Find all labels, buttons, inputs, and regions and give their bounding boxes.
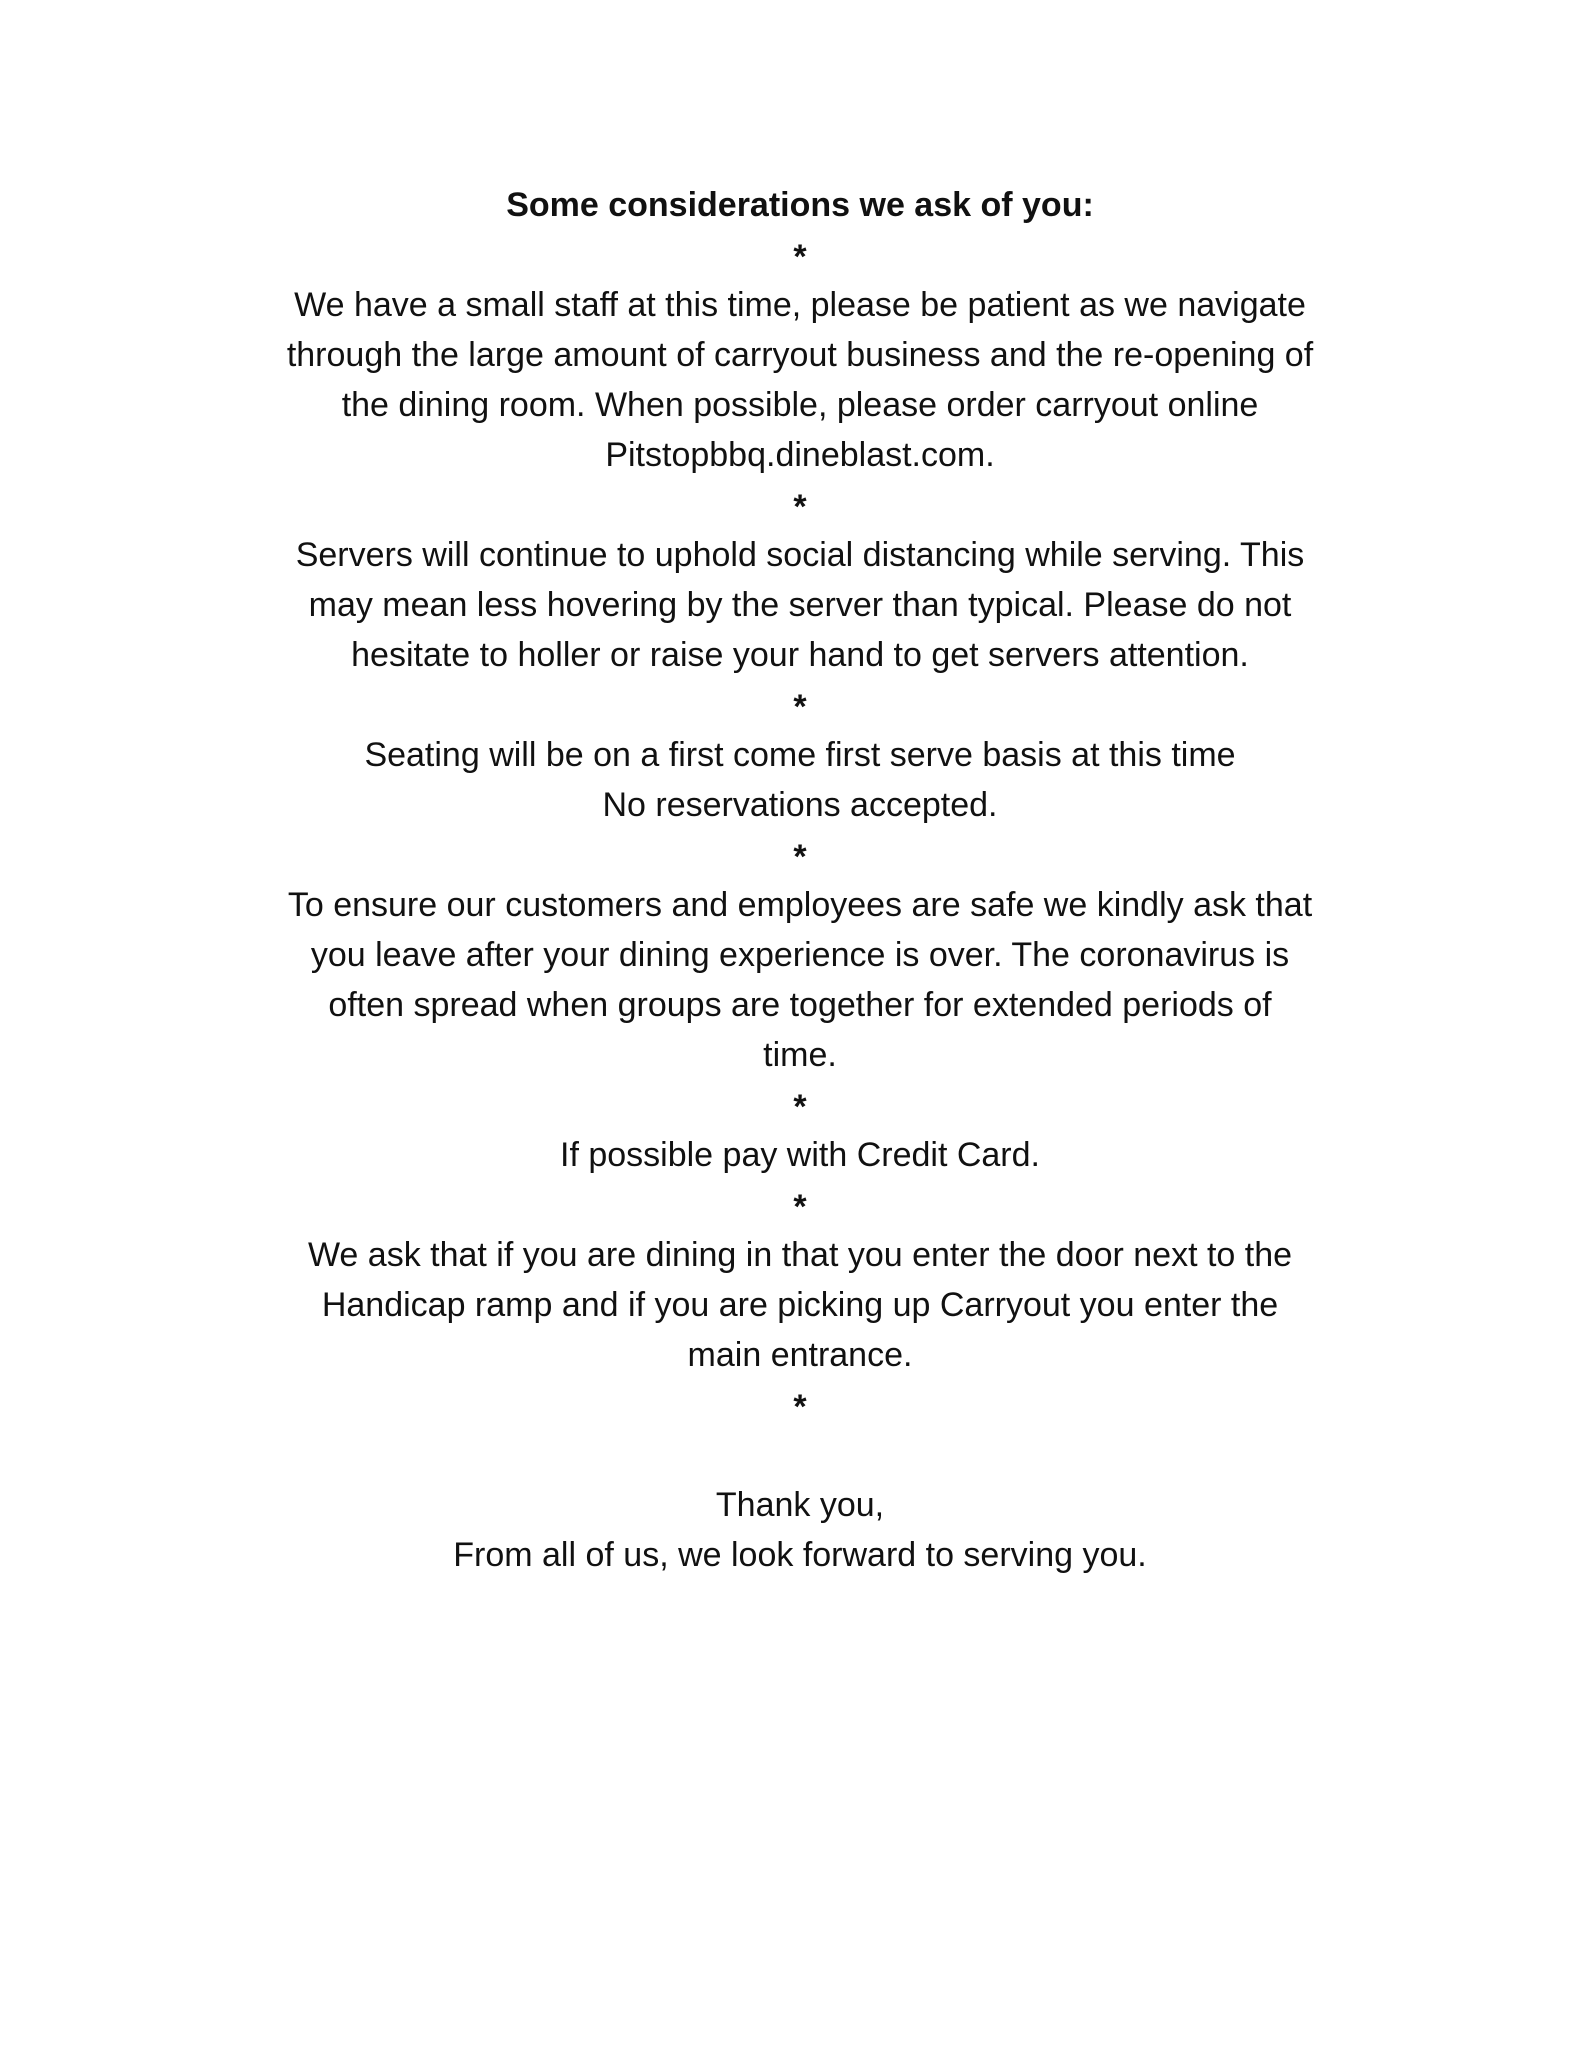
separator-asterisk: * [793, 238, 807, 276]
paragraph-line: If possible pay with Credit Card. [560, 1136, 1040, 1174]
paragraph-line: To ensure our customers and employees are safe we kindly ask that [287, 886, 1313, 924]
separator-asterisk: * [793, 488, 807, 526]
paragraph-line: Handicap ramp and if you are picking up Carryout you enter the [321, 1286, 1279, 1324]
separator-asterisk: * [793, 1188, 807, 1226]
paragraph-line: time. [763, 1036, 837, 1074]
paragraph-line: We ask that if you are dining in that you enter the door next to the [307, 1236, 1293, 1274]
paragraph-line: We have a small staff at this time, please be patient as we navigate [294, 286, 1306, 324]
separator-asterisk: * [793, 1388, 807, 1426]
paragraph-seating [220, 730, 1380, 830]
paragraph-social-distancing [220, 530, 1380, 680]
paragraph-line: may mean less hovering by the server than typical. Please do not [308, 586, 1292, 624]
closing [220, 1480, 1380, 1580]
paragraph-line: main entrance. [687, 1336, 913, 1374]
paragraph-line: Pitstopbbq.dineblast.com. [605, 436, 995, 474]
closing-line: Thank you, [715, 1486, 885, 1524]
paragraph-safety [220, 880, 1380, 1080]
separator-asterisk: * [793, 838, 807, 876]
paragraph-entrance [220, 1230, 1380, 1380]
paragraph-line: Seating will be on a first come first serve basis at this time [364, 736, 1236, 774]
paragraph-line: the dining room. When possible, please order carryout online [341, 386, 1259, 424]
paragraph-line: often spread when groups are together for extended periods of [328, 986, 1272, 1024]
paragraph-payment [220, 1130, 1380, 1180]
blank-line [220, 1430, 1380, 1480]
paragraph-carryout [220, 280, 1380, 480]
closing-line: From all of us, we look forward to serving you. [453, 1536, 1147, 1574]
paragraph-line: through the large amount of carryout business and the re-opening of [286, 336, 1314, 374]
paragraph-line: hesitate to holler or raise your hand to get servers attention. [351, 636, 1249, 674]
paragraph-line: Servers will continue to uphold social distancing while serving. This [295, 536, 1305, 574]
paragraph-line: you leave after your dining experience is over. The coronavirus is [310, 936, 1290, 974]
notice-content [220, 180, 1380, 1580]
notice-heading: Some considerations we ask of you: [506, 186, 1094, 224]
paragraph-line: No reservations accepted. [602, 786, 998, 824]
separator-asterisk: * [793, 688, 807, 726]
separator-asterisk: * [793, 1088, 807, 1126]
